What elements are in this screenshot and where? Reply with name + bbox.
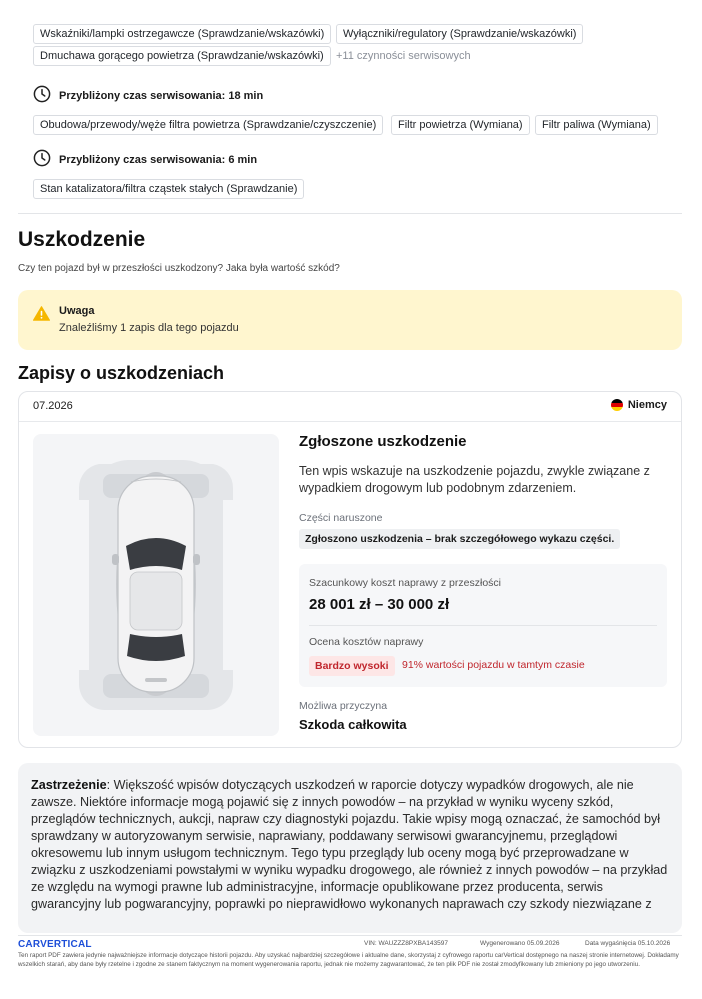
cost-divider <box>309 625 657 626</box>
footer-vin: VIN: WAUZZZ8PXBA143597 <box>364 940 448 947</box>
repair-cost-value: 28 001 zł – 30 000 zł <box>309 596 450 613</box>
damage-section-title: Uszkodzenie <box>18 228 146 251</box>
footer-divider <box>18 935 682 936</box>
record-header <box>19 392 681 422</box>
service-tag: Wskaźniki/lampki ostrzegawcze (Sprawdzanie/wskazówki) <box>33 24 331 44</box>
repair-cost-box <box>299 564 667 687</box>
service-tag: Filtr paliwa (Wymiana) <box>535 115 658 135</box>
service-tag: Filtr powietrza (Wymiana) <box>391 115 530 135</box>
record-title: Zgłoszone uszkodzenie <box>299 433 467 450</box>
parts-chip: Zgłoszono uszkodzenia – brak szczegółowego wykazu części. <box>299 529 620 549</box>
disclaimer-lead: Zastrzeżenie <box>31 778 107 792</box>
warning-title: Uwaga <box>59 305 95 317</box>
repair-cost-label: Szacunkowy koszt naprawy z przeszłości <box>309 577 501 589</box>
disclaimer-text <box>31 777 671 913</box>
service-tag: Wyłączniki/regulatory (Sprawdzanie/wskazówki) <box>336 24 583 44</box>
damage-record-card <box>18 391 682 748</box>
record-country <box>611 399 667 411</box>
assessment-note: 91% wartości pojazdu w tamtym czasie <box>402 659 585 671</box>
service-time-label: Przybliżony czas serwisowania: 6 min <box>59 154 258 166</box>
service-time-row <box>33 86 263 106</box>
more-services-link[interactable]: +11 czynności serwisowych <box>336 50 471 62</box>
cause-value: Szkoda całkowita <box>299 717 407 732</box>
clock-icon <box>33 85 51 108</box>
record-description: Ten wpis wskazuje na uszkodzenie pojazdu, zwykle związane z wypadkiem drogowym lub podobnym zdarzeniem. <box>299 464 650 495</box>
footer-expiry: Data wygaśnięcia 05.10.2026 <box>585 940 671 947</box>
service-tag: Stan katalizatora/filtra cząstek stałych (Sprawdzanie) <box>33 179 304 199</box>
record-country-label: Niemcy <box>627 399 667 411</box>
assessment-label: Ocena kosztów naprawy <box>309 636 424 648</box>
footer-fine-print: Ten raport PDF zawiera jedynie najważniejsze informacje dotyczące historii pojazdu. Aby uzyskać najbardziej szczegółowe i aktualne dane, skorzystaj z cyfrowego raportu carVertical dostępnego na naszej stronie internetowej. Dokładamy wszelkich starań, aby dane były rzetelne i zgodne ze stanem faktycznym na moment wygenerowania raportu, jednak nie możemy zagwarantować, że ten plik PDF nie został zmodyfikowany lub zmieniony po jego utworzeniu. <box>18 952 679 968</box>
warning-icon <box>33 306 50 326</box>
assessment-badge: Bardzo wysoki <box>309 656 395 676</box>
car-damage-diagram <box>33 434 279 736</box>
footer-generated: Wygenerowano 05.09.2026 <box>480 940 560 947</box>
disclaimer-box <box>18 763 682 933</box>
section-divider <box>18 213 682 214</box>
carvertical-logo: CARVERTICAL <box>18 939 92 950</box>
disclaimer-body: : Większość wpisów dotyczących uszkodzeń w raporcie dotyczy wypadków drogowych, ale nie zawsze. Niektóre informacje mogą pojawić się z innych powodów – na przykład w wyniku wyceny szkód, przeglądów technicznych, aukcji, napraw czy diagnostyki pojazdu. Takie wpisy mogą oznaczać, że samochód był sprawdzany w autoryzowanym serwisie, naprawiany, poddawany serwisowi gwarancyjnemu, przeglądowi okresowemu lub innym usługom technicznym. Tego typu przeglądy lub oceny mogą być przeprowadzane w związku z uszkodzeniami powstałymi w wyniku wypadku drogowego, ale również z innych powodów – na przykład ze względu na wymogi prawne lub administracyjne, informacje opublikowane przez producenta, serwis gwarancyjny lub pogwarancyjny, poprawki po nieprawidłowo wykonanych naprawach czy szkody niezwiązane z <box>31 778 668 911</box>
damage-section-subtitle: Czy ten pojazd był w przeszłości uszkodzony? Jaka była wartość szkód? <box>18 263 340 274</box>
damage-records-title: Zapisy o uszkodzeniach <box>18 363 225 383</box>
parts-label: Części naruszone <box>299 512 383 524</box>
service-tag: Dmuchawa gorącego powietrza (Sprawdzanie/wskazówki) <box>33 46 331 66</box>
clock-icon <box>33 149 51 172</box>
warning-text: Znaleźliśmy 1 zapis dla tego pojazdu <box>59 322 239 334</box>
service-time-label: Przybliżony czas serwisowania: 18 min <box>59 90 264 102</box>
service-tag: Obudowa/przewody/węże filtra powietrza (Sprawdzanie/czyszczenie) <box>33 115 383 135</box>
germany-flag-icon <box>611 399 623 411</box>
service-time-row <box>33 150 257 170</box>
record-date: 07.2026 <box>33 400 73 412</box>
warning-banner <box>18 290 682 350</box>
cause-label: Możliwa przyczyna <box>299 700 388 712</box>
